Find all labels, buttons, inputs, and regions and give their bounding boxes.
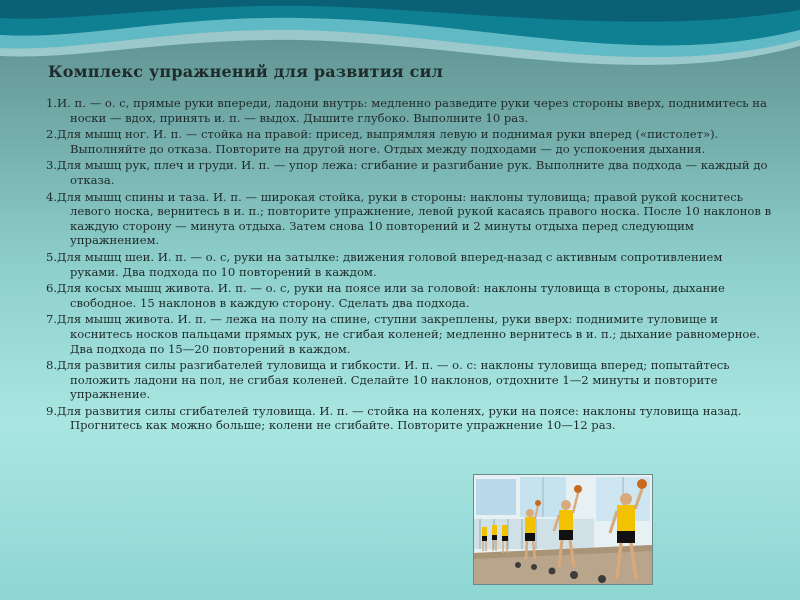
list-item: 4.Для мышц спины и таза. И. п. — широкая стойка, руки в стороны: наклоны туловища; правой рукой коснитесь левого носка, вернитесь в и. п.; повторите упражнение, левой рукой касаясь правого носка. После 10 наклонов в каждую сторону — минута отдыха. Затем снова 10 повторений и 2 минуты отдыха перед следующим упражнением. — [46, 189, 772, 248]
list-item: 2.Для мышц ног. И. п. — стойка на правой: присед, выпрямляя левую и поднимая руки вперед («пистолет»). Выполняйте до отказа. Повторите на другой ноге. Отдых между подходами — до успокоения дыхания. — [46, 127, 719, 156]
list-item: 6.Для косых мышц живота. И. п. — о. с, руки на поясе или за головой: наклоны туловища в стороны, дыхание свободное. 15 наклонов в каждую сторону. Сделать два подхода. — [46, 281, 725, 310]
list-item: 5.Для мышц шеи. И. п. — о. с, руки на затылке: движения головой вперед-назад с активным сопротивлением руками. Два подхода по 10 повторений в каждом. — [46, 249, 723, 279]
list-item: 3.Для мышц рук, плеч и груди. И. п. — упор лежа: сгибание и разгибание рук. Выполните два подхода — каждый до отказа. — [46, 158, 768, 187]
gym-photo-illustration — [474, 475, 652, 584]
slide-title: Комплекс упражнений для развития сил — [48, 62, 444, 81]
list-item: 1.И. п. — о. с, прямые руки впереди, ладони внутрь: медленно разведите руки через стороны вверх, поднимитесь на носки — вдох, принять и. п. — выдох. Дышите глубоко. Выполните 10 раз. — [46, 96, 767, 125]
gym-photo — [473, 474, 653, 585]
exercise-list — [46, 96, 772, 435]
list-item: 7.Для мышц живота. И. п. — лежа на полу на спине, ступни закреплены, руки вверх: поднимите туловище и коснитесь носков пальцами прямых рук, не сгибая коленей; медленно вернитесь в и. п.; дыхание равномерное. Два подхода по 15—20 повторений в каждом. — [46, 312, 760, 356]
list-item: 8.Для развития силы разгибателей туловища и гибкости. И. п. — о. с: наклоны туловища вперед; попытайтесь положить ладони на пол, не сгибая коленей. Сделайте 10 наклонов, отдохните 1—2 минуты и повторите упражнение. — [46, 358, 730, 402]
list-item: 9.Для развития силы сгибателей туловища. И. п. — стойка на коленях, руки на поясе: наклоны туловища назад. Прогнитесь как можно больше; колени не сгибайте. Повторите упражнение 10—12 раз. — [46, 403, 742, 433]
